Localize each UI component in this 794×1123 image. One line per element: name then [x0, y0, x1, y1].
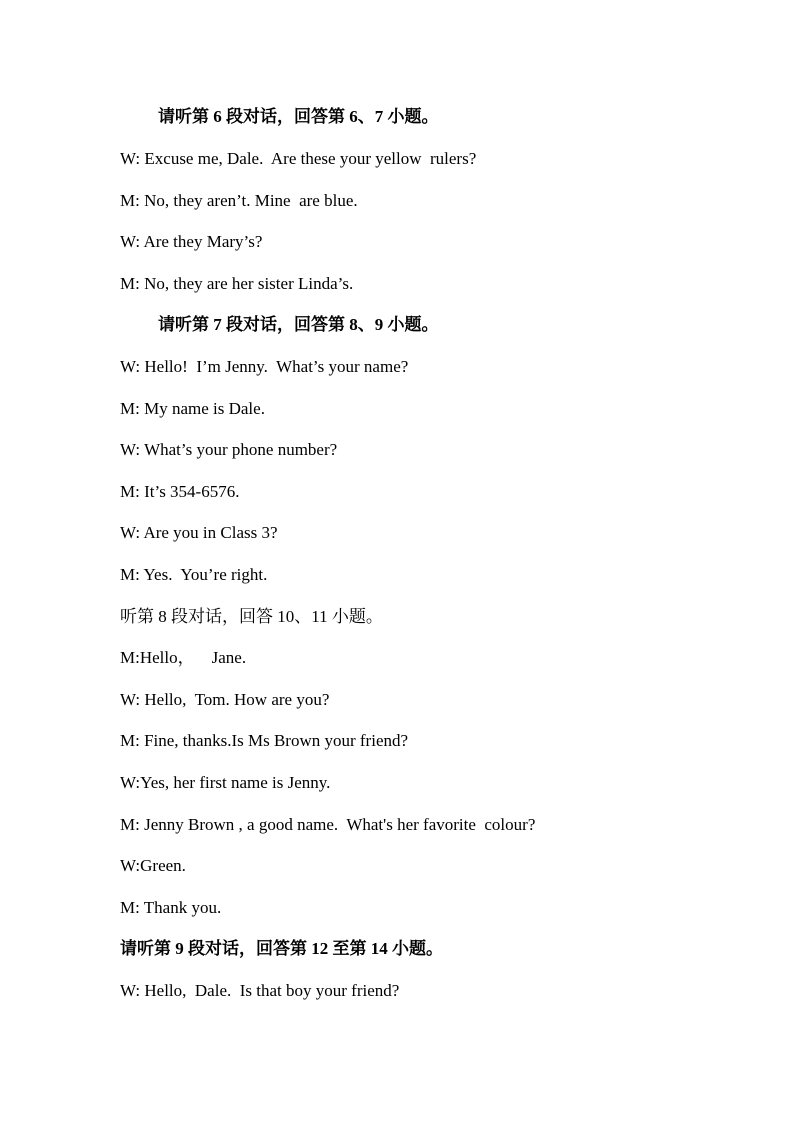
- dialogue-line: W:Green.: [120, 856, 186, 875]
- section-heading-9: 请听第 9 段对话，回答第 12 至第 14 小题。: [120, 939, 443, 958]
- dialogue-line: M:Hello， Jane.: [120, 648, 247, 667]
- dialogue-line: W: Hello, Tom. How are you?: [120, 690, 330, 709]
- dialogue-line: M: No, they are her sister Linda’s.: [120, 274, 354, 293]
- dialogue-line: W: What’s your phone number?: [120, 440, 338, 459]
- dialogue-line: M: Thank you.: [120, 898, 222, 917]
- section-heading-8: 听第 8 段对话，回答 10、11 小题。: [120, 607, 383, 626]
- dialogue-line: M: Yes. You’re right.: [120, 565, 268, 584]
- dialogue-line: M: My name is Dale.: [120, 399, 265, 418]
- dialogue-line: W: Are they Mary’s?: [120, 232, 263, 251]
- section-heading-6: 请听第 6 段对话，回答第 6、7 小题。: [158, 107, 439, 126]
- section-heading-7: 请听第 7 段对话，回答第 8、9 小题。: [158, 315, 439, 334]
- dialogue-line: M: No, they aren’t. Mine are blue.: [120, 191, 358, 210]
- dialogue-line: W: Hello, Dale. Is that boy your friend?: [120, 981, 400, 1000]
- dialogue-line: W: Hello! I’m Jenny. What’s your name?: [120, 357, 409, 376]
- dialogue-line: W: Excuse me, Dale. Are these your yellow rulers?: [120, 149, 477, 168]
- dialogue-line: W:Yes, her first name is Jenny.: [120, 773, 331, 792]
- dialogue-line: M: It’s 354-6576.: [120, 482, 240, 501]
- dialogue-line: W: Are you in Class 3?: [120, 523, 278, 542]
- dialogue-line: M: Jenny Brown , a good name. What's her favorite colour?: [120, 815, 536, 834]
- dialogue-line: M: Fine, thanks.Is Ms Brown your friend?: [120, 731, 409, 750]
